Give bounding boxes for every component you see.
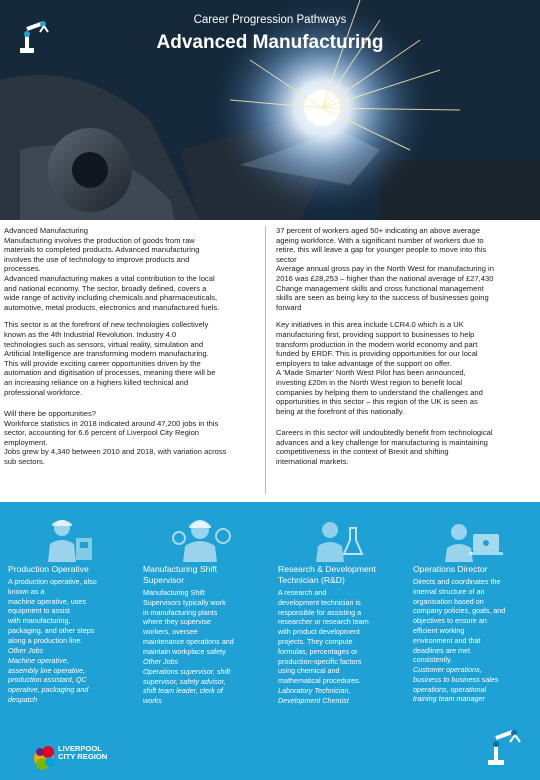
text-line: ageing workforce. With a significant number of workers due to [276,235,484,245]
text-line: wide range of activity including chemicals and pharmaceuticals, [4,293,218,303]
text-line: This will provide exciting career opportunities driven by the [4,358,201,368]
text-line: 2016 was £28,253 – higher than the national average of £27,430 [276,273,494,283]
card-title-line: Technician (R&D) [278,575,345,585]
card-line: where they supervise [143,617,211,627]
text-line: professional workforce. [4,387,83,397]
card-line: works [143,696,162,706]
card-line: mathematical procedures. [278,676,361,686]
card-line: A research and [278,588,327,597]
card-description [8,577,132,646]
card-line: Other Jobs [143,657,179,666]
text-line: Careers in this sector will undoubtedly benefit from technological [276,428,493,438]
card-line: maintain workplace safety [143,646,226,656]
text-line: Advanced Manufacturing [4,226,89,235]
text-line: being at the forefront of this nationally. [276,406,405,416]
left-paragraph-1 [4,226,258,312]
right-paragraph-1 [276,226,530,312]
card-line: along a production line. [8,635,83,645]
card-description [143,588,267,657]
card-line: Manufacturing Shift [143,588,205,597]
left-paragraph-3 [4,409,258,467]
header [0,0,540,62]
card-description [413,577,537,665]
card-line: consistently. [413,655,453,665]
text-line: forward [276,302,302,312]
text-line: Average annual gross pay in the North West for manufacturing in [276,264,494,274]
text-line: Workforce statistics in 2018 indicated around 47,200 jobs in this [4,418,219,428]
card-line: machine operative, uses [8,596,86,606]
card-title-line: Supervisor [143,575,185,585]
text-line: A 'Made Smarter' North West Pilot has been announced, [276,368,466,378]
card-line: Supervisors typically work [143,597,226,607]
card-line: maintenance operations and [143,636,234,646]
card-line: Laboratory Technician, [278,686,351,695]
card-title-line: Research & Development [278,564,376,574]
card-line: researcher or research team [278,617,369,627]
right-column [276,226,530,475]
text-line: Key initiatives in this area include LCR4.0 which is a UK [276,320,464,330]
text-line: investing £20m in the North West region to benefit local [276,377,463,387]
career-card-shift-supervisor [135,502,270,780]
text-line: skills are seen as being key to the success of businesses going [276,293,489,303]
logo-text [58,745,107,761]
card-line: organisation based on [413,596,484,606]
text-line: technologies such as sensors, virtual reality, simulation and [4,339,204,349]
text-line: Advanced manufacturing makes a vital contribution to the local [4,273,215,283]
text-line: automation and digitisation of processes, meaning there will be [4,368,216,378]
left-paragraph-2 [4,320,258,397]
text-line: companies by helping them to understand the challenges and [276,387,483,397]
hero-image [0,0,540,220]
card-title [143,564,267,586]
page-title: Advanced Manufacturing [156,32,384,53]
card-line: Other Jobs [8,646,44,655]
card-line: Development Chemist [278,695,349,705]
card-title [8,564,132,575]
text-line: This sector is at the forefront of new technologies collectively [4,320,209,330]
text-line: international markets. [276,457,349,467]
card-other-jobs [143,657,267,706]
card-line: internal structure of an [413,586,485,596]
column-divider [265,226,266,494]
operations-director-icon [435,514,505,564]
card-line: equipment to assist [8,606,70,616]
card-line: formulas, percentages or [278,646,358,656]
card-line: with manufacturing, [8,616,71,626]
card-line: company policies, goals, and [413,606,506,616]
card-title [413,564,537,575]
text-line: Change management skills and cross functional management [276,283,484,293]
card-line: development technician is [278,597,361,607]
card-line: workers, oversee [143,627,198,637]
text-line: sector [276,254,297,264]
text-line: Manufacturing involves the production of goods from raw [4,235,195,245]
text-line: opportunities in this sector – this region of the UK is seen as [276,397,478,407]
card-line: objectives to ensure an [413,616,487,626]
text-line: Artificial Intelligence are transforming modern manufacturing. [4,349,209,359]
card-line: environment and that [413,635,481,645]
card-line: with product development [278,627,360,637]
text-line: competitiveness in the context of Brexit and shifting [276,447,449,457]
robot-arm-icon [482,726,526,770]
card-line: Customer operations, [413,665,482,674]
card-title-line: Production Operative [8,564,89,574]
right-paragraph-3 [276,428,530,466]
factory-worker-icon [30,514,100,564]
card-line: Operations supervisor, shift [143,666,231,676]
card-line: operative, packaging and [8,685,89,695]
card-line: efficient working [413,625,465,635]
card-other-jobs [278,686,402,706]
card-line: in manufacturing plants [143,607,218,617]
text-line: employment. [4,437,48,447]
text-line: manufacturing first, providing support to businesses to help [276,329,475,339]
card-line: production-specific factors [278,656,362,666]
card-line: A production operative, also [8,577,97,586]
card-line: training team manager [413,694,485,704]
text-line: sub sectors. [4,457,45,467]
card-line: Directs and coordinates the [413,577,501,586]
card-line: shift team leader, clerk of [143,686,223,696]
left-column [4,226,258,475]
card-line: deadlines are met [413,645,471,655]
text-line: materials to completed products. Advanced manufacturing [4,245,200,255]
right-paragraph-2 [276,320,530,416]
text-line: 37 percent of workers aged 50+ indicating an above average [276,226,481,235]
text-line: funded by ERDF. This is providing opportunities for our local [276,349,478,359]
text-line: Will there be opportunities? [4,409,97,419]
card-line: operations, operational [413,684,487,694]
text-line: advances and a key challenge for manufacturing is maintaining [276,437,488,447]
card-title-line: Manufacturing Shift [143,564,218,574]
card-line: assembly line operative, [8,665,86,675]
text-line: known as the 4th Industrial Revolution. Industry 4.0 [4,329,177,339]
card-title-line: Operations Director [413,564,488,574]
text-line: Jobs grew by 4,340 between 2010 and 2018, with variation across [4,447,227,457]
text-line: and national economy. The sector, broadly defined, covers a [4,283,207,293]
card-line: Machine operative, [8,655,69,665]
text-line: processes. [4,264,41,274]
card-line: business to business sales [413,674,499,684]
card-other-jobs [8,646,132,705]
logo-line: LIVERPOOL [58,744,102,753]
text-line: employers to take advantage of the support on offer. [276,358,452,368]
card-line: using chemical and [278,666,340,676]
header-subtitle: Career Progression Pathways [193,14,347,26]
card-line: supervisor, safety advisor, [143,676,226,686]
career-card-research-technician [270,502,405,780]
text-line: retire, this will leave a gap for younger people to move into this [276,245,487,255]
text-line: involves the use of technology to improve products and [4,254,190,264]
card-line: responsible for assisting a [278,607,362,617]
card-title [278,564,402,586]
text-line: sector, accounting for 6.6 percent of Liverpool City Region [4,428,200,438]
card-line: projects. They compute [278,636,353,646]
text-line: an increasing reliance on a highers killed technical and [4,377,189,387]
card-other-jobs [413,665,537,704]
logo-line: CITY REGION [58,752,108,761]
card-description [278,588,402,686]
text-line: transform production in the modern world economy and part [276,339,478,349]
supervisor-icon [165,514,235,564]
card-line: production assistant, QC [8,675,87,685]
card-line: despatch [8,694,38,704]
research-icon [300,514,370,564]
text-line: automotive, metal products, electronics and manufactured fuels. [4,302,220,312]
card-line: packaging, and other steps [8,625,95,635]
card-line: known as a [8,586,45,596]
